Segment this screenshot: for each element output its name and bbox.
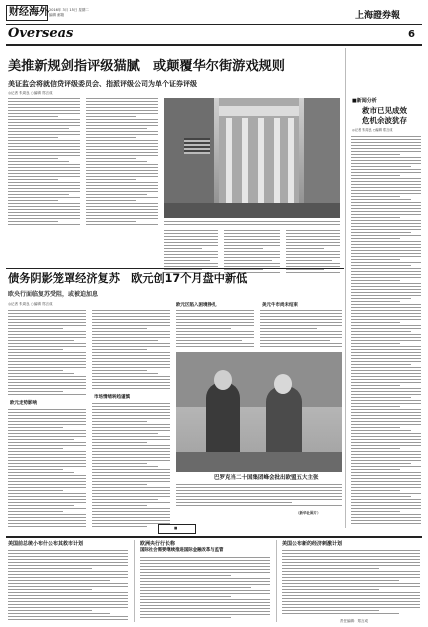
footer-badge-label: ■ (174, 526, 178, 530)
bottom-col3-head: 美国公布新的经济刺激计划 (282, 541, 343, 547)
second-byline: ◎记者 朱周良 ○编辑 郑言成 (8, 302, 53, 306)
second-body-col1 (8, 310, 86, 397)
person-head (214, 370, 232, 390)
page-footer-editor: 责任编辑：郑言成 (340, 619, 368, 623)
second-body-col1b (8, 409, 86, 529)
second-subheadline: 欧央行面临复苏受阻，或被迫加息 (8, 291, 99, 298)
second-body-col2b (92, 403, 170, 529)
column (226, 118, 232, 208)
podium (176, 452, 342, 472)
masthead-rule-bottom (6, 44, 422, 46)
bottom-col3-body (282, 550, 420, 616)
sidebar-body (351, 136, 421, 526)
lead-subheadline: 美证监会将就信贷评级委员会、指派评级公司为单个证券评级 (8, 80, 197, 88)
bottom-col2-subhead: 国际社会需要继续推进国际金融改革与监管 (140, 548, 224, 553)
summit-photo (176, 352, 342, 472)
inner-head-euro: 欧元走势影响 (10, 401, 37, 406)
flag (184, 138, 210, 154)
photo-caption-lines (164, 221, 340, 227)
section-en: Overseas (8, 26, 74, 41)
sidebar-title-line2: 危机余波犹存 (362, 116, 407, 125)
column (288, 118, 294, 208)
sidebar-tag: ■新闻分析 (352, 98, 377, 104)
inner-head-dollar: 美元牛市尚未结束 (262, 303, 298, 308)
photo-caption-title: 巴罗克当二十国集团峰会批出欧盟五大主张 (214, 475, 319, 481)
photo-source: （新华社图片） (296, 511, 321, 515)
lead-body-col1 (8, 98, 80, 227)
masthead-rule (6, 24, 422, 25)
sidebar-title-line1: 救市已见成效 (362, 106, 407, 115)
right-building (304, 98, 340, 218)
lead-headline: 美推新规剑指评级猫腻 或颠覆华尔街游戏规则 (8, 59, 285, 74)
second-body-col3 (176, 310, 254, 349)
bottom-col1-body (8, 550, 128, 622)
newspaper-name: 上海證券報 (355, 11, 401, 21)
section-divider (6, 268, 344, 269)
masthead (0, 0, 428, 48)
pediment (219, 106, 299, 116)
inner-head-mood: 市场情绪转趋谨慎 (94, 395, 130, 400)
bottom-col2-head: 欧洲央行行长称 (140, 541, 176, 547)
bottom-divider-2 (276, 540, 277, 622)
section-name: 财经海外 (9, 7, 49, 18)
bottom-strip-rule (6, 536, 422, 538)
wall-street-photo (164, 98, 340, 218)
second-body-col2 (92, 310, 170, 391)
lead-byline: ◎记者 朱周良 ○编辑 郑言成 (8, 91, 53, 95)
backdrop (176, 352, 342, 407)
sidebar-byline: ◎记者 朱周良 ○编辑 郑言成 (352, 128, 393, 132)
second-body-col4 (260, 310, 342, 349)
bottom-divider-1 (134, 540, 135, 622)
photo-caption-body (176, 484, 342, 508)
page-number: 6 (408, 29, 415, 40)
left-building (164, 98, 214, 218)
editor-line: 编辑 邮箱 (49, 13, 65, 17)
column-divider (345, 48, 346, 528)
person-head (274, 374, 292, 394)
street (164, 203, 340, 218)
bottom-col2-body (140, 557, 270, 620)
column (274, 118, 280, 208)
column (242, 118, 248, 208)
inner-head-crisis: 欧元区陷入困境挣扎 (176, 303, 217, 308)
bottom-col1-head: 美国前总统小布什公布其救市计划 (8, 541, 84, 547)
column (258, 118, 264, 208)
lead-body-col2 (86, 98, 158, 227)
second-headline: 债务阴影笼罩经济复苏 欧元创17个月盘中新低 (8, 272, 248, 285)
issue-date: 2016年 3月 15日 星期二 (49, 8, 89, 12)
